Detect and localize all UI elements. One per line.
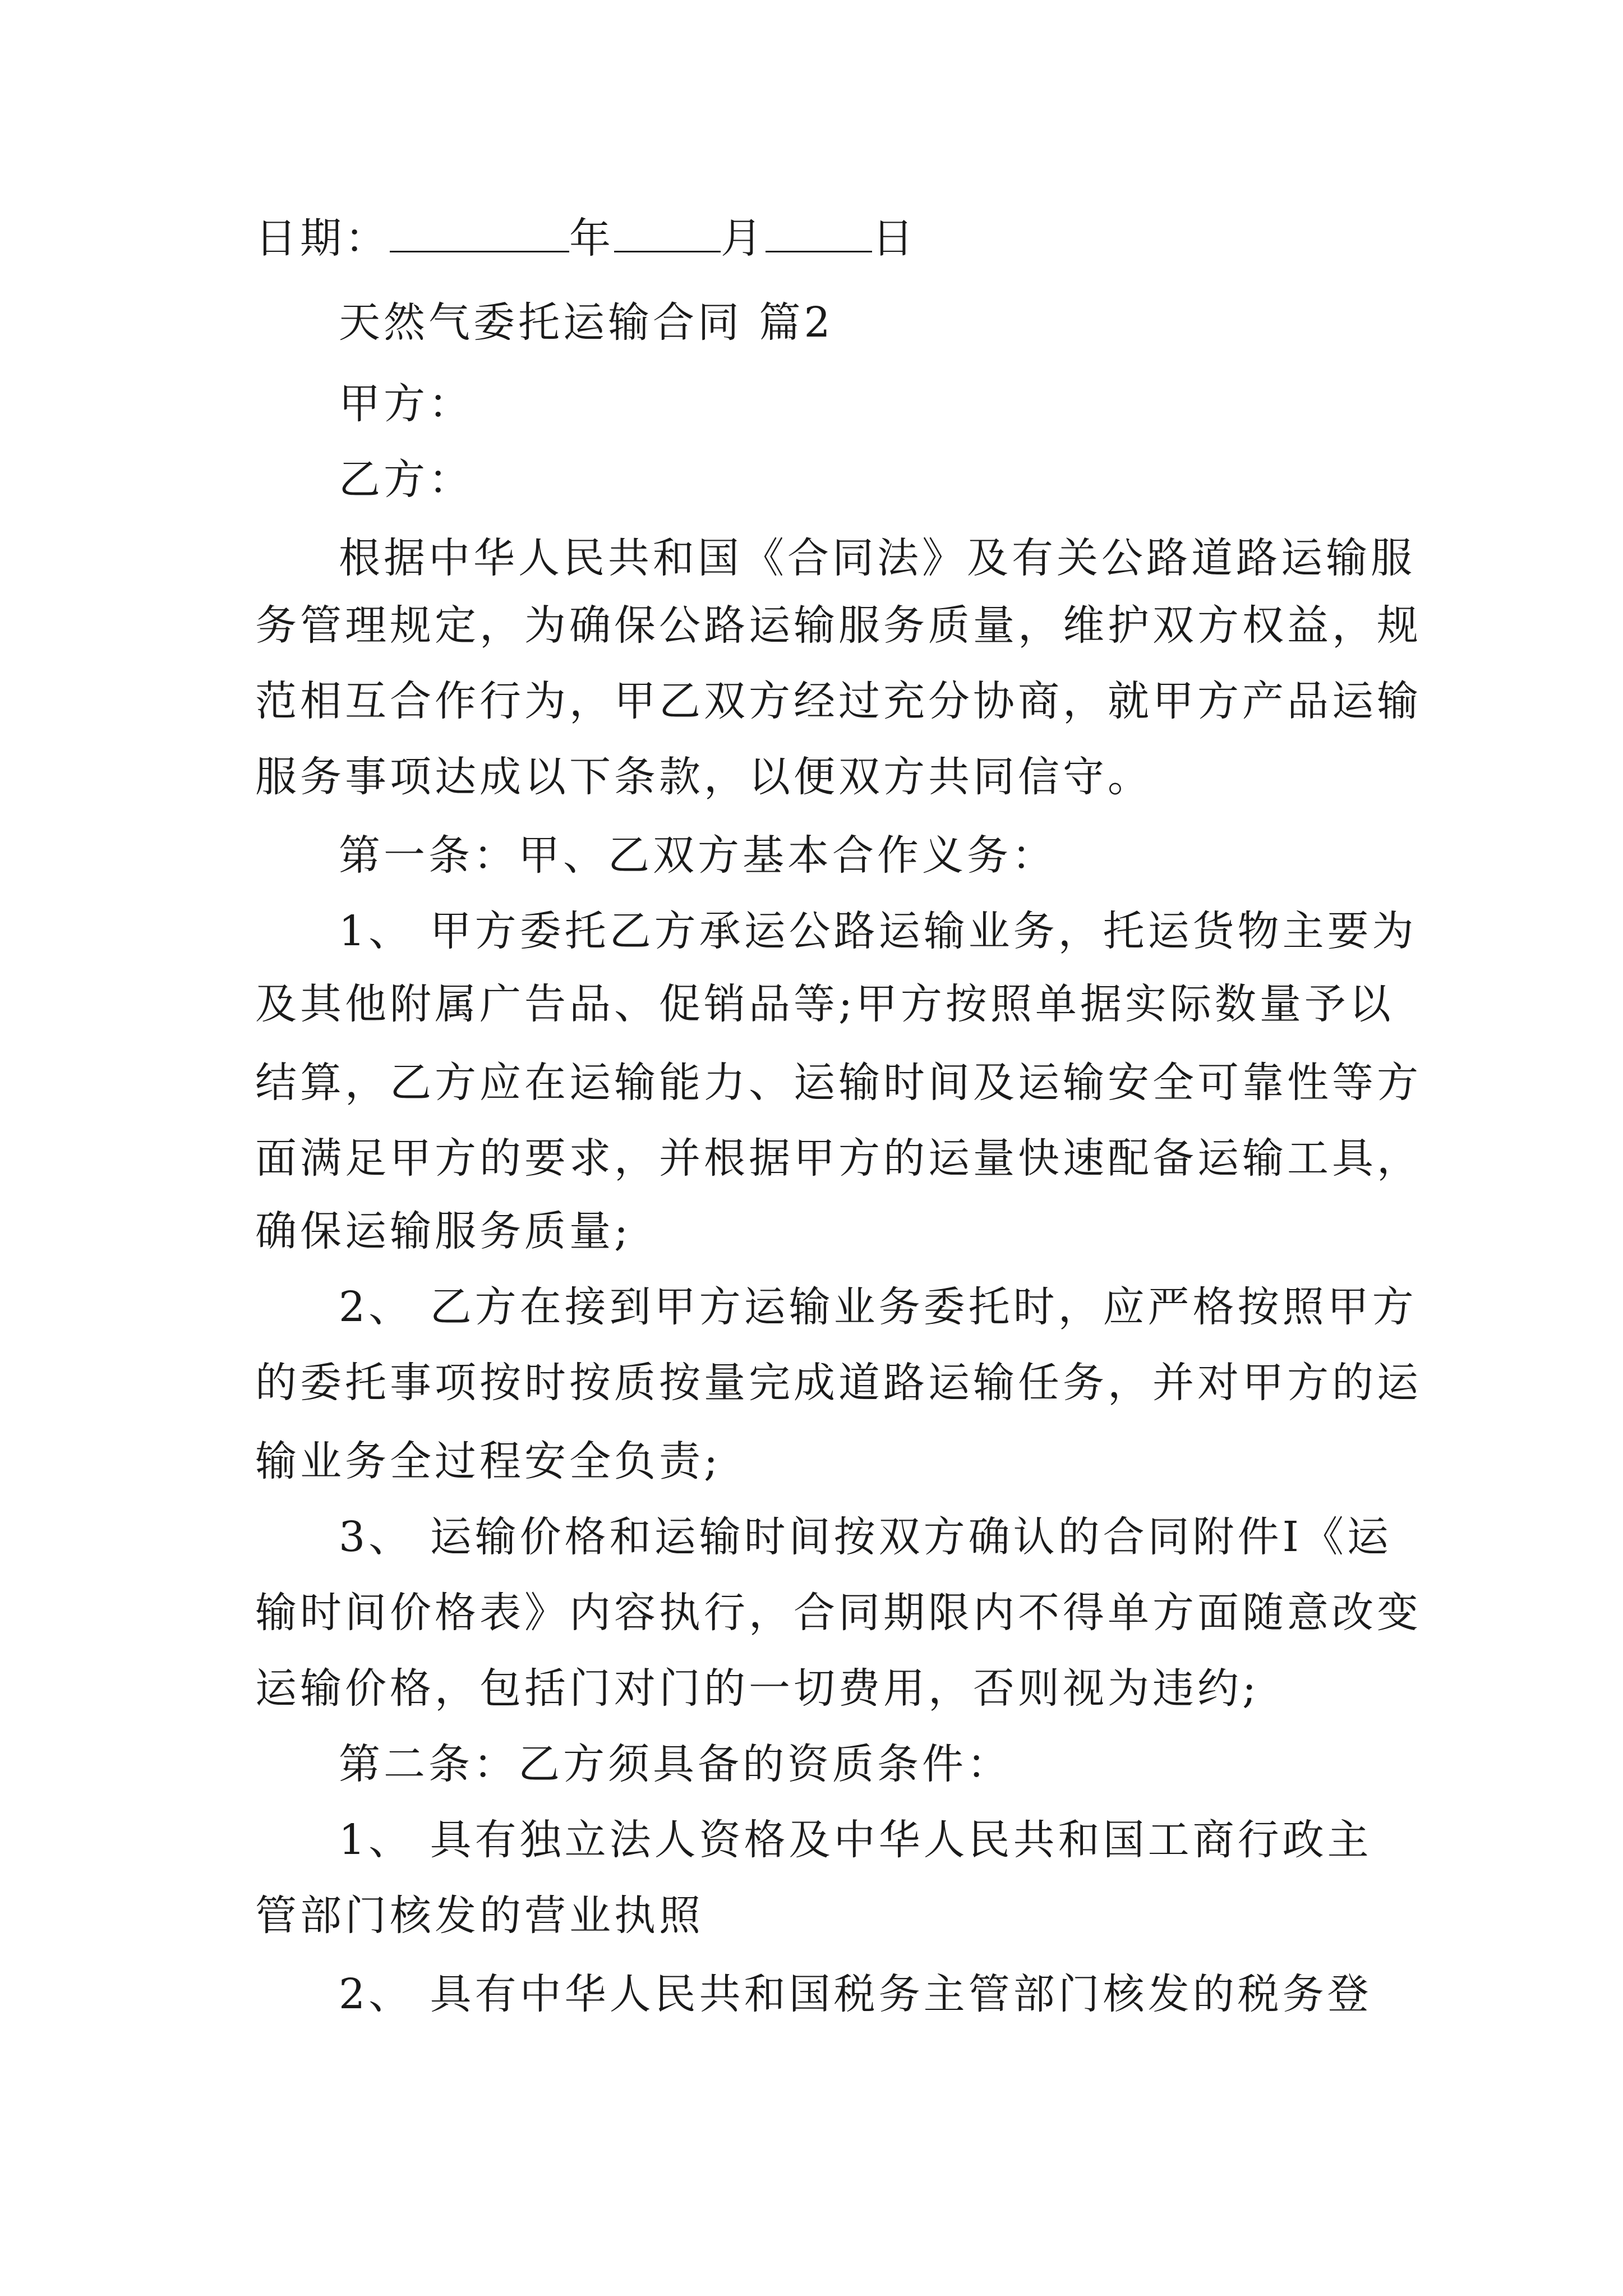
- article-heading: 第二条：乙方须具备的资质条件：: [339, 1740, 1012, 1788]
- paragraph-line: 输时间价格表》内容执行，合同期限内不得单方面随意改变: [255, 1589, 1422, 1637]
- paragraph-line: 面满足甲方的要求，并根据甲方的运量快速配备运输工具，: [255, 1134, 1422, 1182]
- paragraph-line: 2、 乙方在接到甲方运输业务委托时，应严格按照甲方: [339, 1283, 1417, 1331]
- year-blank: [390, 216, 569, 252]
- paragraph-line: 1、 甲方委托乙方承运公路运输业务，托运货物主要为: [339, 907, 1417, 955]
- paragraph-line: 确保运输服务质量;: [255, 1207, 631, 1255]
- year-label: 年: [569, 214, 614, 263]
- date-label: 日期：: [255, 214, 390, 263]
- month-label: 月: [721, 214, 766, 263]
- paragraph-line: 务管理规定，为确保公路运输服务质量，维护双方权益，规: [255, 601, 1422, 650]
- date-line: [255, 213, 917, 264]
- section-title: 天然气委托运输合同 篇2: [339, 298, 834, 347]
- paragraph-line: 根据中华人民共和国《合同法》及有关公路道路运输服: [339, 534, 1415, 582]
- paragraph-line: 2、 具有中华人民共和国税务主管部门核发的税务登: [339, 1970, 1372, 2018]
- day-blank: [766, 216, 872, 252]
- paragraph-line: 服务事项达成以下条款，以便双方共同信守。: [255, 753, 1152, 801]
- article-heading: 第一条：甲、乙双方基本合作义务：: [339, 831, 1057, 880]
- paragraph-line: 运输价格，包括门对门的一切费用，否则视为违约;: [255, 1664, 1260, 1713]
- month-blank: [614, 216, 721, 252]
- paragraph-line: 输业务全过程安全负责;: [255, 1437, 721, 1485]
- paragraph-line: 结算，乙方应在运输能力、运输时间及运输安全可靠性等方: [255, 1059, 1422, 1107]
- party-b-line: 乙方：: [339, 455, 473, 504]
- paragraph-line: 及其他附属广告品、促销品等;甲方按照单据实际数量予以: [255, 980, 1394, 1028]
- paragraph-line: 管部门核发的营业执照: [255, 1892, 704, 1940]
- paragraph-line: 范相互合作行为，甲乙双方经过充分协商，就甲方产品运输: [255, 677, 1422, 725]
- party-a-line: 甲方：: [339, 380, 473, 428]
- paragraph-line: 1、 具有独立法人资格及中华人民共和国工商行政主: [339, 1816, 1372, 1864]
- day-label: 日: [872, 214, 917, 263]
- paragraph-line: 的委托事项按时按质按量完成道路运输任务，并对甲方的运: [255, 1359, 1422, 1407]
- paragraph-line: 3、 运输价格和运输时间按双方确认的合同附件I《运: [339, 1513, 1392, 1561]
